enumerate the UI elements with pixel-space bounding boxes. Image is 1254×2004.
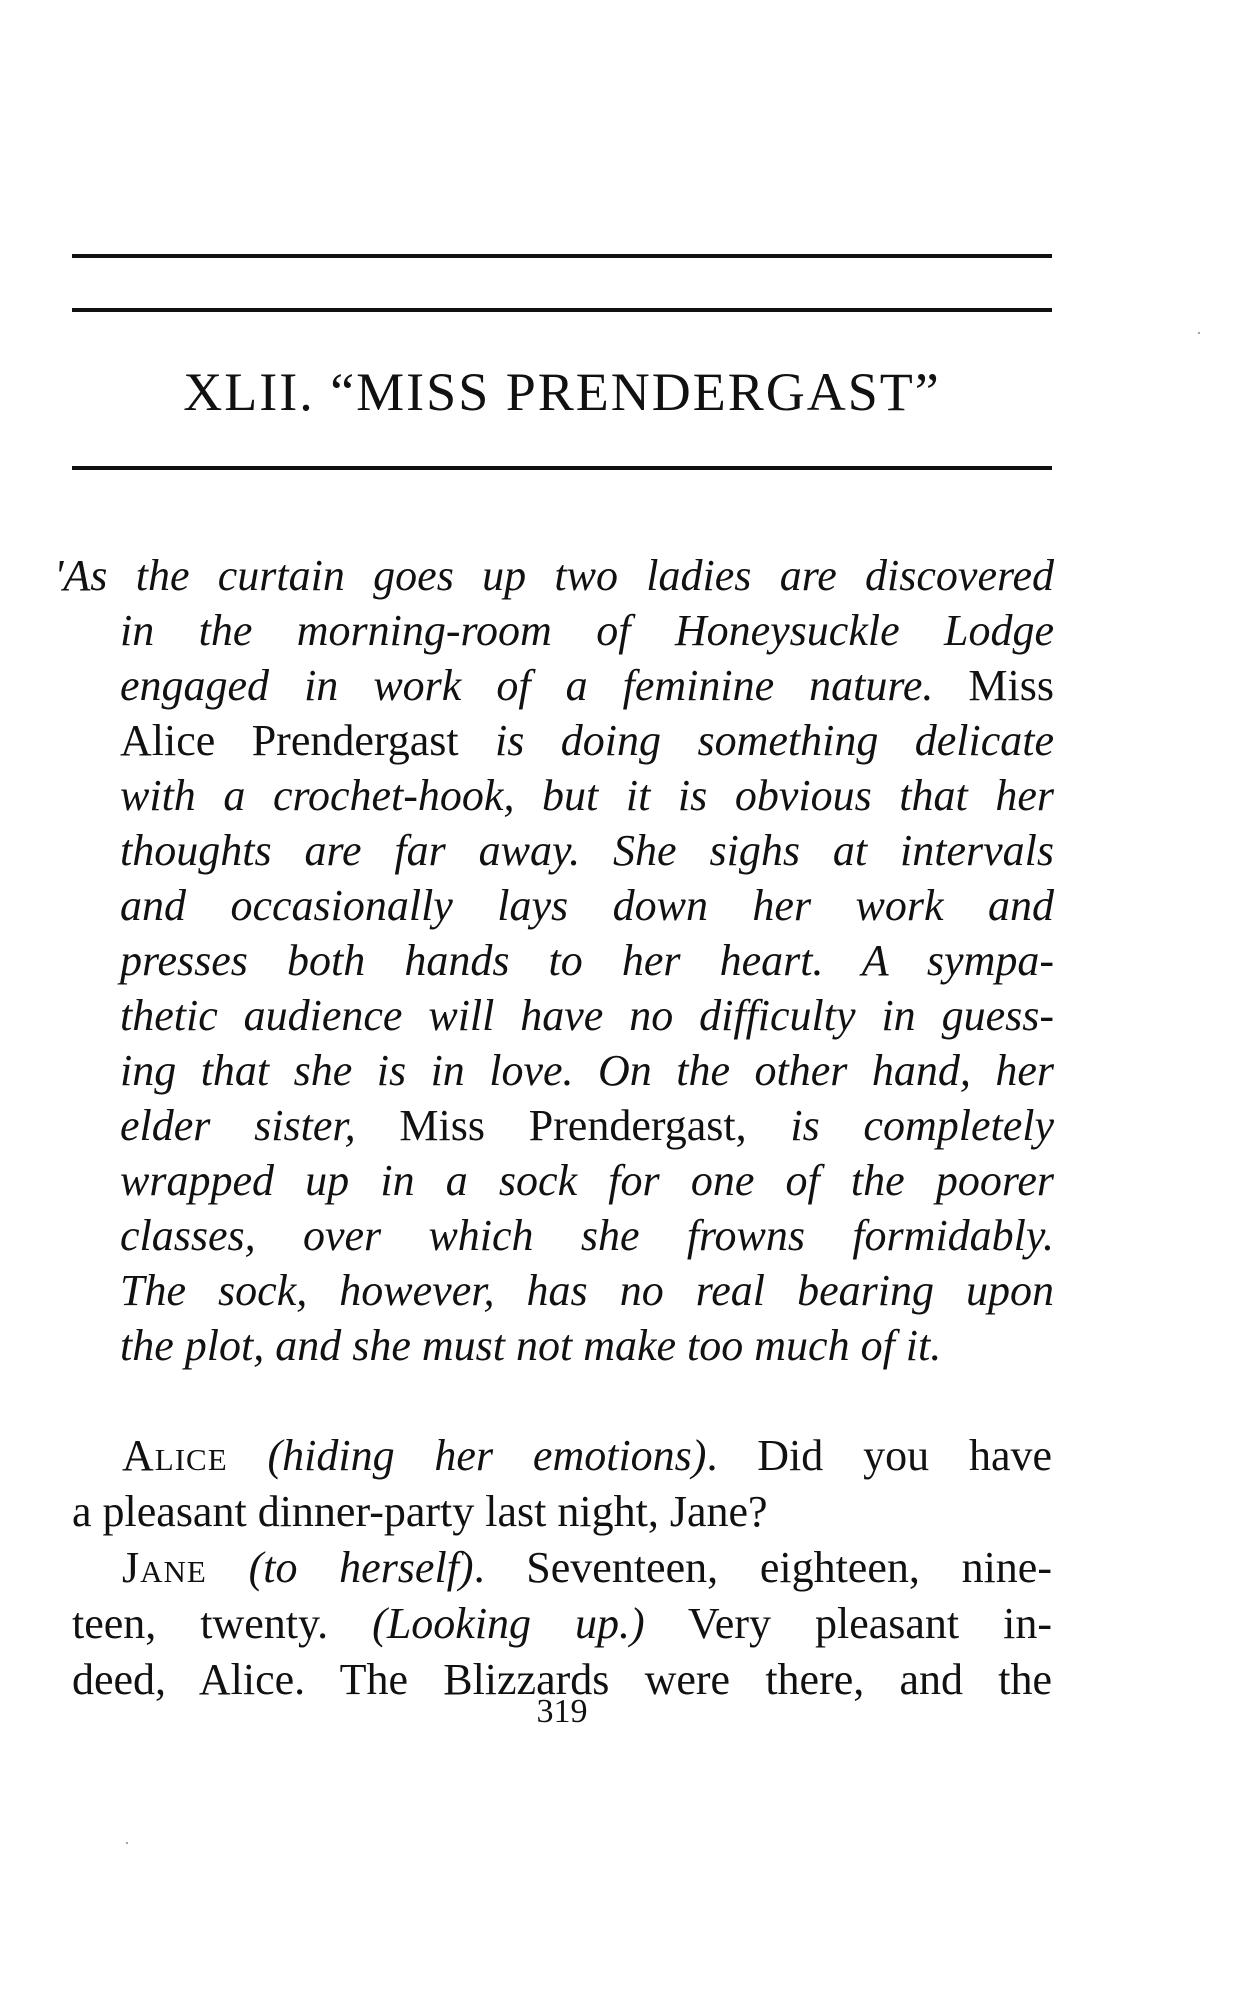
direction-line: thetic audience will have no difficulty in guess- <box>120 991 1054 1040</box>
dialogue-line: deed, Alice. The Blizzards were there, and the <box>72 1655 1052 1704</box>
dialogue-line: a pleasant dinner-party last night, Jane? <box>72 1487 768 1536</box>
top-rule-lower <box>72 308 1052 312</box>
paper-speck <box>1198 332 1200 334</box>
direction-line: presses both hands to her heart. A sympa- <box>120 936 1054 985</box>
stage-direction <box>54 548 1054 1373</box>
speaker-name: Alice <box>122 1431 228 1480</box>
dialogue-line: teen, twenty. (Looking up.) Very pleasant in- <box>72 1599 1053 1648</box>
direction-line: and occasionally lays down her work and <box>120 881 1054 930</box>
direction-line: the plot, and she must not make too much of it. <box>120 1321 942 1370</box>
direction-line: engaged in work of a feminine nature. Miss <box>120 661 1054 710</box>
heading-bottom-rule <box>72 466 1052 470</box>
direction-line: with a crochet-hook, but it is obvious that her <box>120 771 1054 820</box>
direction-line: The sock, however, has no real bearing upon <box>120 1266 1054 1315</box>
dialogue-line: Jane (to herself). Seventeen, eighteen, nine- <box>122 1543 1052 1592</box>
chapter-heading: XLII. “MISS PRENDERGAST” <box>183 362 941 422</box>
direction-line: classes, over which she frowns formidably. <box>120 1211 1054 1260</box>
top-rule-upper <box>72 254 1052 258</box>
direction-line: ing that she is in love. On the other hand, her <box>120 1046 1054 1095</box>
direction-line: thoughts are far away. She sighs at intervals <box>120 826 1054 875</box>
page-number: 319 <box>536 1693 588 1730</box>
direction-line: wrapped up in a sock for one of the poorer <box>120 1156 1054 1205</box>
direction-line: 'As the curtain goes up two ladies are discovered <box>54 551 1054 600</box>
paper-speck <box>126 1842 128 1844</box>
direction-line: elder sister, Miss Prendergast, is completely <box>120 1101 1054 1150</box>
direction-line: Alice Prendergast is doing something delicate <box>120 716 1054 765</box>
speaker-name: Jane <box>122 1543 207 1592</box>
dialogue-line: Alice (hiding her emotions). Did you have <box>122 1431 1053 1480</box>
dialogue-block <box>72 1428 1052 1708</box>
direction-line: in the morning-room of Honeysuckle Lodge <box>120 606 1054 655</box>
